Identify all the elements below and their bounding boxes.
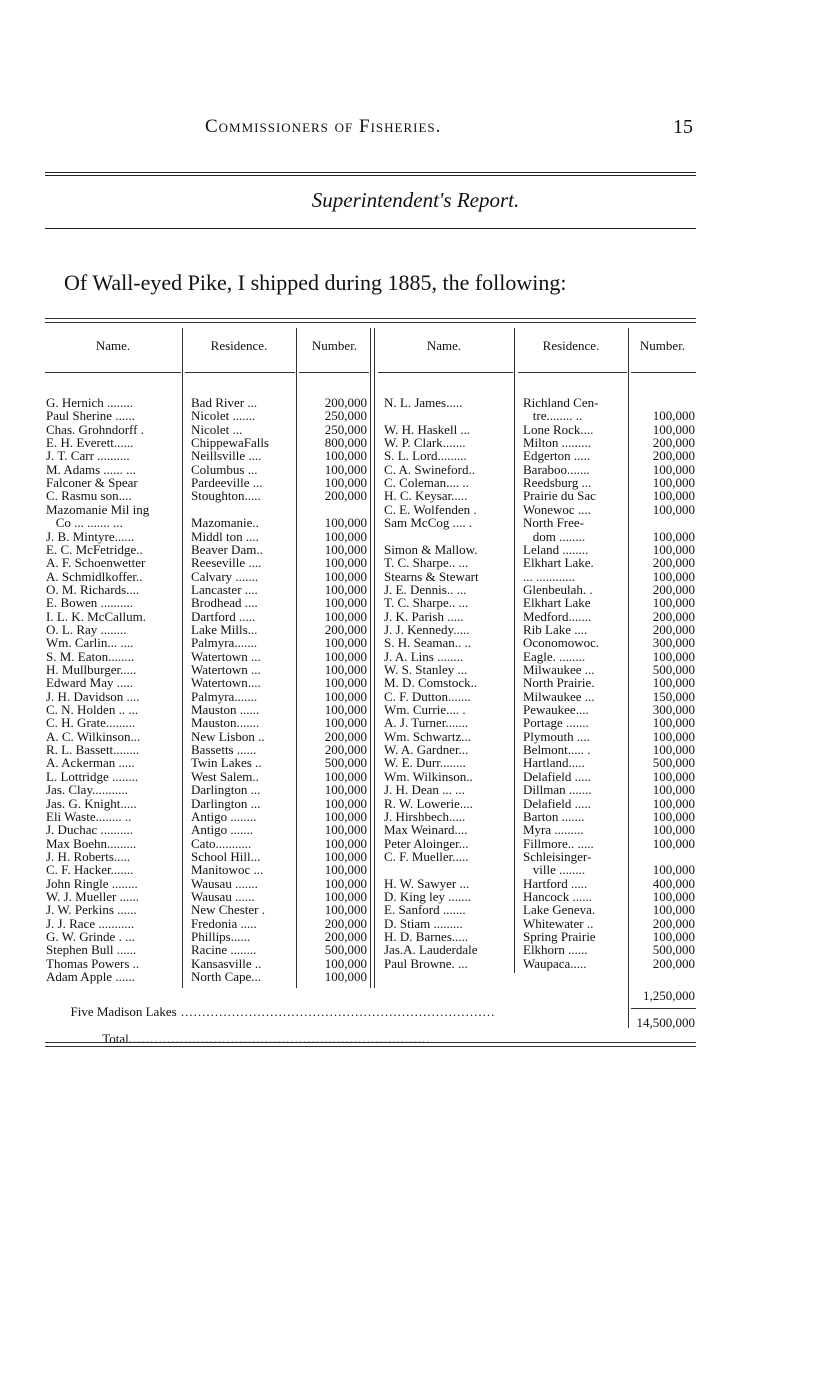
column-divider <box>370 328 371 988</box>
number-cell: 500,000 <box>652 662 695 677</box>
name-cell: T. C. Sharpe.. ... <box>384 595 469 611</box>
total-label: Total <box>102 1031 129 1046</box>
name-cell: J. E. Dennis.. ... <box>384 581 467 597</box>
name-cell: J. J. Kennedy..... <box>384 621 470 637</box>
name-cell: Wm. Currie.... . <box>384 702 466 718</box>
residence-cell: Nicolet ... <box>191 421 243 437</box>
header-rule <box>518 372 627 373</box>
number-cell: 500,000 <box>652 942 695 958</box>
residence-cell: Pewaukee.... <box>523 702 589 718</box>
residence-cell: Lake Geneva. <box>523 902 596 918</box>
number-cell: 100,000 <box>324 608 367 624</box>
name-cell: J. W. Perkins ...... <box>46 902 137 918</box>
name-cell: J. B. Mintyre...... <box>46 528 135 544</box>
name-cell: T. C. Sharpe.. ... <box>384 555 469 571</box>
residence-cell: ville ........ <box>523 862 586 878</box>
name-cell: Jas.A. Lauderdale <box>384 942 478 958</box>
name-cell: J. A. Lins ........ <box>384 648 464 664</box>
residence-cell: Palmyra....... <box>191 635 258 651</box>
name-cell: S. M. Eaton........ <box>46 648 135 664</box>
residence-cell: Reeseville .... <box>191 555 262 571</box>
number-cell: 200,000 <box>652 448 695 464</box>
number-cell: 100,000 <box>652 929 695 944</box>
col-head-number-right: Number. <box>639 338 686 353</box>
number-cell: 100,000 <box>324 448 367 464</box>
number-cell: 100,000 <box>652 541 695 557</box>
name-cell: H. D. Barnes..... <box>384 929 469 944</box>
residence-cell: dom ........ <box>523 528 586 544</box>
residence-cell: Belmont..... . <box>523 742 591 758</box>
number-cell: 400,000 <box>652 875 695 891</box>
shipments-table <box>45 318 696 1050</box>
name-cell: A. Schmidlkoffer.. <box>46 568 143 584</box>
number-cell: 200,000 <box>324 395 367 410</box>
residence-cell: Watertown ... <box>191 662 261 677</box>
name-cell: Max Weinard.... <box>384 822 468 838</box>
column-divider <box>514 328 515 973</box>
residence-cell: Mazomanie.. <box>191 515 259 531</box>
name-cell: J. T. Carr .......... <box>46 448 130 464</box>
name-cell: Thomas Powers .. <box>46 955 140 971</box>
name-cell: H. C. Keysar..... <box>384 488 468 504</box>
number-cell: 100,000 <box>652 675 695 691</box>
number-cell: 100,000 <box>324 848 367 864</box>
residence-cell: Milwaukee ... <box>523 688 595 704</box>
name-cell: H. Mullburger..... <box>46 662 137 677</box>
number-cell: 100,000 <box>324 888 367 904</box>
residence-cell: Waupaca..... <box>523 955 587 971</box>
number-cell: 100,000 <box>652 715 695 731</box>
residence-cell: ChippewaFalls <box>191 435 269 451</box>
number-cell: 200,000 <box>324 621 367 637</box>
number-cell: 100,000 <box>324 555 367 571</box>
column-divider <box>628 328 629 1028</box>
residence-cell: Richland Cen- <box>523 395 599 410</box>
residence-cell: Fredonia ..... <box>191 915 257 931</box>
header-rule <box>378 372 513 373</box>
number-cell: 100,000 <box>652 888 695 904</box>
name-cell: Paul Sherine ...... <box>46 408 135 424</box>
residence-cell: Lake Mills... <box>191 621 258 637</box>
residence-cell: Schleisinger- <box>523 848 592 864</box>
column-divider <box>296 328 297 988</box>
total-row <box>83 1015 623 1063</box>
name-cell: Eli Waste........ .. <box>46 808 132 824</box>
number-cell: 200,000 <box>324 488 367 504</box>
residence-cell: Milton ......... <box>523 435 591 451</box>
residence-cell: New Lisbon .. <box>191 728 265 744</box>
number-cell: 100,000 <box>652 768 695 784</box>
column-divider <box>182 328 183 988</box>
residence-cell: Portage ....... <box>523 715 589 731</box>
name-cell: Jas. Clay........... <box>46 782 128 798</box>
number-cell: 100,000 <box>324 541 367 557</box>
name-cell: Max Boehn......... <box>46 835 137 851</box>
name-cell: J. Duchac .......... <box>46 822 134 838</box>
residence-cell: Kansasville .. <box>191 955 262 971</box>
number-cell: 200,000 <box>324 929 367 944</box>
residence-cell: Prairie du Sac <box>523 488 596 504</box>
col-head-name-right: Name. <box>426 338 462 353</box>
table-bottom-rule-thick <box>45 1046 696 1047</box>
table-bottom-rule <box>45 1042 696 1043</box>
number-cell: 100,000 <box>652 421 695 437</box>
name-cell: W. A. Gardner... <box>384 742 469 758</box>
name-cell: C. Coleman.... .. <box>384 475 469 491</box>
name-cell: Co ... ....... ... <box>46 515 123 531</box>
residence-cell: Spring Prairie <box>523 929 596 944</box>
residence-cell: Glenbeulah. . <box>523 581 593 597</box>
number-cell: 100,000 <box>324 862 367 878</box>
name-cell: Stearns & Stewart <box>384 568 479 584</box>
residence-cell: Bad River ... <box>191 395 258 410</box>
name-cell: A. Ackerman ..... <box>46 755 135 771</box>
residence-cell: tre........ .. <box>523 408 583 424</box>
number-cell: 100,000 <box>652 835 695 851</box>
total-value: 14,500,000 <box>636 1015 695 1030</box>
name-cell: C. E. Wolfenden . <box>384 501 477 517</box>
number-cell: 100,000 <box>324 662 367 677</box>
name-cell: C. F. Hacker....... <box>46 862 134 878</box>
number-cell: 100,000 <box>324 715 367 731</box>
number-cell: 100,000 <box>652 822 695 838</box>
residence-cell: Myra ......... <box>523 822 584 838</box>
number-cell: 100,000 <box>652 808 695 824</box>
number-cell: 100,000 <box>324 822 367 838</box>
residence-cell: Hartford ..... <box>523 875 588 891</box>
page-number: 15 <box>673 116 693 138</box>
name-cell: A. J. Turner....... <box>384 715 469 731</box>
lakes-value: 1,250,000 <box>643 988 695 1003</box>
top-rule-thin <box>45 175 696 176</box>
residence-cell: North Free- <box>523 515 585 531</box>
name-cell: D. King ley ....... <box>384 888 472 904</box>
name-cell: C. N. Holden .. ... <box>46 702 139 718</box>
number-cell: 100,000 <box>652 595 695 611</box>
residence-cell: Neillsville .... <box>191 448 262 464</box>
residence-cell: Edgerton ..... <box>523 448 591 464</box>
number-cell: 100,000 <box>652 862 695 878</box>
residence-cell: Cato........... <box>191 835 252 851</box>
name-cell: C. Rasmu son.... <box>46 488 132 504</box>
name-cell: Jas. G. Knight..... <box>46 795 137 811</box>
residence-cell: Antigo ....... <box>191 822 254 838</box>
number-cell: 100,000 <box>324 688 367 704</box>
number-cell: 100,000 <box>324 875 367 891</box>
number-cell: 250,000 <box>324 408 367 424</box>
residence-cell: Leland ........ <box>523 541 589 557</box>
top-rule <box>45 172 696 173</box>
number-cell: 100,000 <box>652 648 695 664</box>
name-cell: C. H. Grate......... <box>46 715 136 731</box>
table-top-rule <box>45 318 696 319</box>
residence-cell: Milwaukee ... <box>523 662 595 677</box>
residence-cell: Lone Rock.... <box>523 421 594 437</box>
number-cell: 100,000 <box>652 408 695 424</box>
column-divider <box>374 328 375 988</box>
number-cell: 200,000 <box>324 915 367 931</box>
name-cell: M. Adams ...... ... <box>46 461 136 477</box>
residence-cell: Palmyra....... <box>191 688 258 704</box>
number-cell: 200,000 <box>324 728 367 744</box>
name-cell: W. H. Haskell ... <box>384 421 471 437</box>
number-cell: 100,000 <box>324 635 367 651</box>
name-cell: S. H. Seaman.. .. <box>384 635 472 651</box>
name-cell: W. E. Durr........ <box>384 755 466 771</box>
residence-cell: Darlington ... <box>191 782 261 798</box>
name-cell: J. K. Parish ..... <box>384 608 464 624</box>
name-cell: W. J. Mueller ...... <box>46 888 140 904</box>
number-cell: 200,000 <box>652 555 695 571</box>
residence-cell: Fillmore.. ..... <box>523 835 594 851</box>
residence-cell: Mauston....... <box>191 715 260 731</box>
residence-cell: Medford....... <box>523 608 592 624</box>
col-head-name-left: Name. <box>95 338 131 353</box>
name-cell: C. F. Mueller..... <box>384 848 469 864</box>
residence-cell: New Chester . <box>191 902 266 918</box>
header-rule <box>299 372 369 373</box>
residence-cell: Dartford ..... <box>191 608 256 624</box>
residence-cell: Columbus ... <box>191 461 258 477</box>
number-cell: 100,000 <box>324 808 367 824</box>
number-cell: 100,000 <box>652 488 695 504</box>
residence-cell: Dillman ....... <box>523 782 592 798</box>
number-cell: 100,000 <box>324 835 367 851</box>
name-cell: Paul Browne. ... <box>384 955 468 971</box>
table-heading: Of Wall-eyed Pike, I shipped during 1885, the following: <box>64 270 567 295</box>
number-cell: 100,000 <box>652 461 695 477</box>
number-cell: 100,000 <box>324 902 367 918</box>
name-cell: Wm. Carlin... .... <box>46 635 134 651</box>
residence-cell: Twin Lakes .. <box>191 755 262 771</box>
section-title: Superintendent's Report. <box>311 188 520 212</box>
residence-cell: ... ............ <box>523 568 575 584</box>
residence-cell: Elkhart Lake <box>523 595 591 611</box>
residence-cell: Beaver Dam.. <box>191 541 263 557</box>
residence-cell: Darlington ... <box>191 795 261 811</box>
residence-cell: Rib Lake .... <box>523 621 588 637</box>
number-cell: 100,000 <box>324 568 367 584</box>
number-cell: 100,000 <box>324 515 367 531</box>
running-title: Commissioners of Fisheries. <box>205 116 442 137</box>
number-cell: 200,000 <box>324 742 367 758</box>
name-cell: E. Sanford ....... <box>384 902 466 918</box>
residence-cell: Pardeeville ... <box>191 475 263 491</box>
name-cell: C. F. Dutton....... <box>384 688 471 704</box>
name-cell: Falconer & Spear <box>46 475 138 491</box>
name-cell: R. L. Bassett........ <box>46 742 140 758</box>
number-cell: 200,000 <box>652 915 695 931</box>
col-head-residence-left: Residence. <box>210 338 268 353</box>
col-head-residence-right: Residence. <box>542 338 600 353</box>
residence-cell: North Cape... <box>191 969 262 985</box>
number-cell: 250,000 <box>324 421 367 437</box>
residence-cell: School Hill... <box>191 848 261 864</box>
number-cell: 100,000 <box>324 528 367 544</box>
name-cell: D. Stiam ......... <box>384 915 463 931</box>
number-cell: 300,000 <box>652 635 695 651</box>
number-cell: 100,000 <box>652 528 695 544</box>
name-cell: G. Hernich ........ <box>46 395 134 410</box>
residence-cell: Barton ....... <box>523 808 585 824</box>
residence-cell: Elkhart Lake. <box>523 555 594 571</box>
number-cell: 100,000 <box>652 742 695 758</box>
name-cell: J. H. Davidson .... <box>46 688 140 704</box>
name-cell: A. F. Schoenwetter <box>46 555 146 571</box>
name-cell: Chas. Grohndorff . <box>46 421 144 437</box>
number-cell: 200,000 <box>652 435 695 451</box>
name-cell: W. S. Stanley ... <box>384 662 468 677</box>
name-cell: Wm. Wilkinson.. <box>384 768 473 784</box>
number-cell: 200,000 <box>652 955 695 971</box>
residence-cell: Antigo ........ <box>191 808 257 824</box>
name-cell: G. W. Grinde . ... <box>46 929 135 944</box>
number-cell: 100,000 <box>652 782 695 798</box>
lakes-label: Five Madison Lakes <box>70 1004 177 1019</box>
name-cell: Peter Aloinger... <box>384 835 469 851</box>
name-cell: L. Lottridge ........ <box>46 768 139 784</box>
name-cell: R. W. Lowerie.... <box>384 795 473 811</box>
residence-cell: Nicolet ....... <box>191 408 256 424</box>
name-cell: O. M. Richards.... <box>46 581 140 597</box>
residence-cell: North Prairie. <box>523 675 595 691</box>
number-cell: 100,000 <box>652 475 695 491</box>
number-cell: 100,000 <box>324 955 367 971</box>
name-cell: Mazomanie Mil ing <box>46 501 150 517</box>
name-cell: E. Bowen .......... <box>46 595 134 611</box>
name-cell: A. C. Wilkinson... <box>46 728 141 744</box>
number-cell: 100,000 <box>652 728 695 744</box>
name-cell: E. C. McFetridge.. <box>46 541 143 557</box>
name-cell: N. L. James..... <box>384 395 463 410</box>
number-cell: 100,000 <box>652 568 695 584</box>
residence-cell: West Salem.. <box>191 768 259 784</box>
number-cell: 100,000 <box>324 969 367 985</box>
name-cell: W. P. Clark....... <box>384 435 466 451</box>
residence-cell: Watertown.... <box>191 675 261 691</box>
name-cell: H. W. Sawyer ... <box>384 875 470 891</box>
name-cell: O. L. Ray ........ <box>46 621 127 637</box>
name-cell: I. L. K. McCallum. <box>46 608 147 624</box>
number-cell: 800,000 <box>324 435 367 451</box>
residence-cell: Mauston ...... <box>191 702 260 718</box>
name-cell: M. D. Comstock.. <box>384 675 478 691</box>
residence-cell: Elkhorn ...... <box>523 942 588 958</box>
number-cell: 100,000 <box>652 795 695 811</box>
number-cell: 150,000 <box>652 688 695 704</box>
residence-cell: Whitewater .. <box>523 915 594 931</box>
col-head-number-left: Number. <box>311 338 358 353</box>
name-cell: C. A. Swineford.. <box>384 461 475 477</box>
number-cell: 100,000 <box>324 768 367 784</box>
residence-cell: Calvary ....... <box>191 568 259 584</box>
residence-cell: Wausau ...... <box>191 888 255 904</box>
number-cell: 100,000 <box>652 501 695 517</box>
residence-cell: Brodhead .... <box>191 595 258 611</box>
residence-cell: Bassetts ...... <box>191 742 257 758</box>
residence-cell: Oconomowoc. <box>523 635 600 651</box>
name-cell: John Ringle ........ <box>46 875 138 891</box>
name-cell: Stephen Bull ...... <box>46 942 137 958</box>
name-cell: Simon & Mallow. <box>384 541 478 557</box>
subtotal-rule <box>631 1008 696 1009</box>
residence-cell: Watertown ... <box>191 648 261 664</box>
number-cell: 200,000 <box>652 608 695 624</box>
section-rule <box>45 228 696 229</box>
number-cell: 100,000 <box>324 782 367 798</box>
number-cell: 100,000 <box>324 795 367 811</box>
residence-cell: Hartland..... <box>523 755 585 771</box>
number-cell: 500,000 <box>324 942 367 958</box>
residence-cell: Stoughton..... <box>191 488 261 504</box>
header-rule <box>631 372 696 373</box>
number-cell: 100,000 <box>324 595 367 611</box>
leader-dots: ....................................................................... <box>128 1031 431 1046</box>
name-cell: J. H. Dean ... ... <box>384 782 465 798</box>
residence-cell: Wausau ....... <box>191 875 258 891</box>
header-rule <box>185 372 295 373</box>
number-cell: 500,000 <box>652 755 695 771</box>
number-cell: 100,000 <box>324 648 367 664</box>
running-head <box>0 116 831 138</box>
number-cell: 100,000 <box>324 461 367 477</box>
residence-cell: Hancock ...... <box>523 888 592 904</box>
name-cell: J. J. Race ........... <box>46 915 135 931</box>
name-cell: Sam McCog .... . <box>384 515 473 531</box>
number-cell: 100,000 <box>324 581 367 597</box>
residence-cell: Middl ton .... <box>191 528 259 544</box>
residence-cell: Manitowoc ... <box>191 862 264 878</box>
number-cell: 200,000 <box>652 581 695 597</box>
number-cell: 100,000 <box>652 902 695 918</box>
number-cell: 200,000 <box>652 621 695 637</box>
name-cell: Adam Apple ...... <box>46 969 135 985</box>
leader-dots: .......................................................................... <box>176 1004 496 1019</box>
residence-cell: Delafield ..... <box>523 768 591 784</box>
residence-cell: Eagle. ........ <box>523 648 586 664</box>
number-cell: 100,000 <box>324 702 367 718</box>
number-cell: 100,000 <box>324 675 367 691</box>
residence-cell: Plymouth .... <box>523 728 590 744</box>
number-cell: 100,000 <box>324 475 367 491</box>
residence-cell: Delafield ..... <box>523 795 591 811</box>
residence-cell: Wonewoc .... <box>523 501 591 517</box>
residence-cell: Reedsburg ... <box>523 475 592 491</box>
residence-cell: Lancaster .... <box>191 581 258 597</box>
residence-cell: Racine ........ <box>191 942 257 958</box>
name-cell: Wm. Schwartz... <box>384 728 472 744</box>
name-cell: J. Hirshbech..... <box>384 808 466 824</box>
number-cell: 300,000 <box>652 702 695 718</box>
table-top-rule-thin <box>45 322 696 323</box>
name-cell: E. H. Everett...... <box>46 435 134 451</box>
number-cell: 500,000 <box>324 755 367 771</box>
name-cell: S. L. Lord......... <box>384 448 467 464</box>
name-cell: J. H. Roberts..... <box>46 848 131 864</box>
name-cell: Edward May ..... <box>46 675 134 691</box>
residence-cell: Phillips...... <box>191 929 251 944</box>
header-rule <box>45 372 181 373</box>
residence-cell: Baraboo....... <box>523 461 590 477</box>
